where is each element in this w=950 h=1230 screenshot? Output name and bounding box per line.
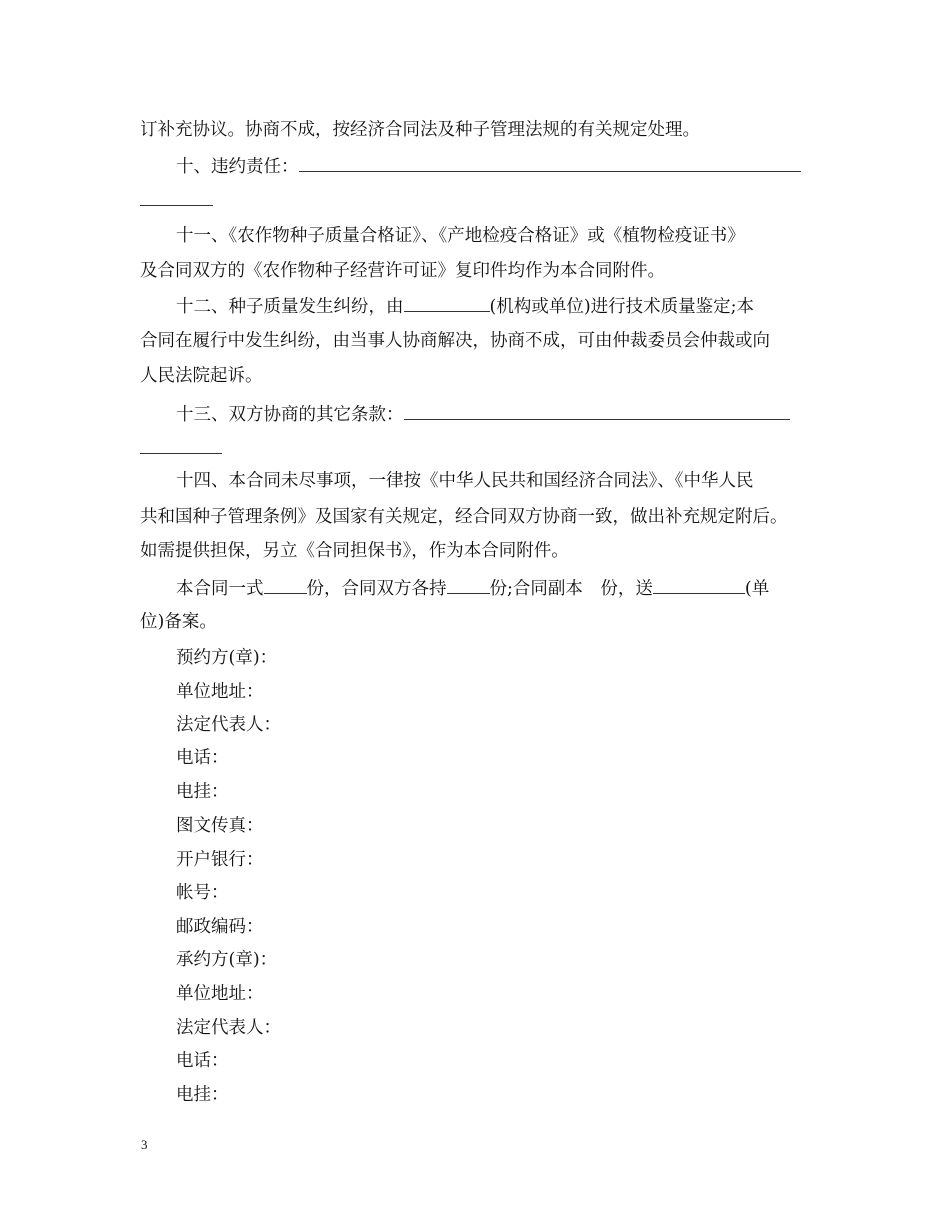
paragraph-line: 如需提供担保，另立《合同担保书》，作为本合同附件。 — [140, 541, 569, 561]
clause-10-continuation — [140, 188, 213, 213]
field-label: 电话： — [176, 1051, 229, 1071]
blank-underline — [404, 294, 490, 312]
field-label: 单位地址： — [176, 682, 264, 702]
blank-underline — [447, 576, 490, 594]
paragraph-line: 位)备案。 — [140, 612, 217, 632]
field-label: 帐号： — [176, 883, 229, 903]
field-label: 邮政编码： — [176, 917, 264, 937]
clause-12 — [176, 294, 754, 319]
clause-13-label: 十三、双方协商的其它条款： — [176, 405, 404, 425]
paragraph-line: 十一、《农作物种子质量合格证》、《产地检疫合格证》或《植物检疫证书》 — [176, 226, 745, 246]
clause-12-text-a: 十二、种子质量发生纠纷，由 — [176, 297, 404, 317]
blank-underline — [653, 576, 745, 594]
field-label: 电挂： — [176, 1085, 229, 1105]
paragraph-line: 共和国种子管理条例》及国家有关规定，经合同双方协商一致，做出补充规定附后。 — [140, 507, 788, 527]
paragraph-line: 及合同双方的《农作物种子经营许可证》复印件均作为本合同附件。 — [140, 261, 665, 281]
clause-10 — [176, 154, 801, 179]
clause-10-label: 十、违约责任： — [176, 157, 299, 177]
field-label: 法定代表人： — [176, 715, 281, 735]
blank-underline — [140, 436, 222, 454]
paragraph-line: 合同在履行中发生纠纷，由当事人协商解决，协商不成，可由仲裁委员会仲裁或向 — [140, 331, 770, 351]
blank-underline — [404, 402, 790, 420]
paragraph-line: 人民法院起诉。 — [140, 366, 263, 386]
field-label: 预约方(章)： — [176, 648, 278, 668]
clause-13-continuation — [140, 436, 222, 461]
blank-underline — [264, 576, 307, 594]
field-label: 电话： — [176, 748, 229, 768]
copies-line — [176, 576, 769, 601]
field-label: 图文传真： — [176, 816, 264, 836]
field-label: 承约方(章)： — [176, 950, 278, 970]
copies-text-a: 本合同一式 — [176, 579, 264, 599]
blank-underline — [299, 154, 801, 172]
copies-text-b: 份，合同双方各持 — [306, 579, 447, 599]
copies-text-d: (单 — [744, 579, 770, 599]
page-number: 3 — [141, 1137, 148, 1152]
clause-13 — [176, 402, 790, 427]
field-label: 开户银行： — [176, 850, 264, 870]
clause-12-text-b: (机构或单位)进行技术质量鉴定;本 — [489, 297, 755, 317]
field-label: 电挂： — [176, 782, 229, 802]
paragraph-line: 订补充协议。协商不成，按经济合同法及种子管理法规的有关规定处理。 — [140, 120, 700, 140]
blank-underline — [140, 188, 213, 206]
field-label: 单位地址： — [176, 984, 264, 1004]
paragraph-line: 十四、本合同未尽事项，一律按《中华人民共和国经济合同法》、《中华人民 — [176, 471, 754, 491]
field-label: 法定代表人： — [176, 1018, 281, 1038]
copies-text-c: 份;合同副本 份，送 — [489, 579, 653, 599]
